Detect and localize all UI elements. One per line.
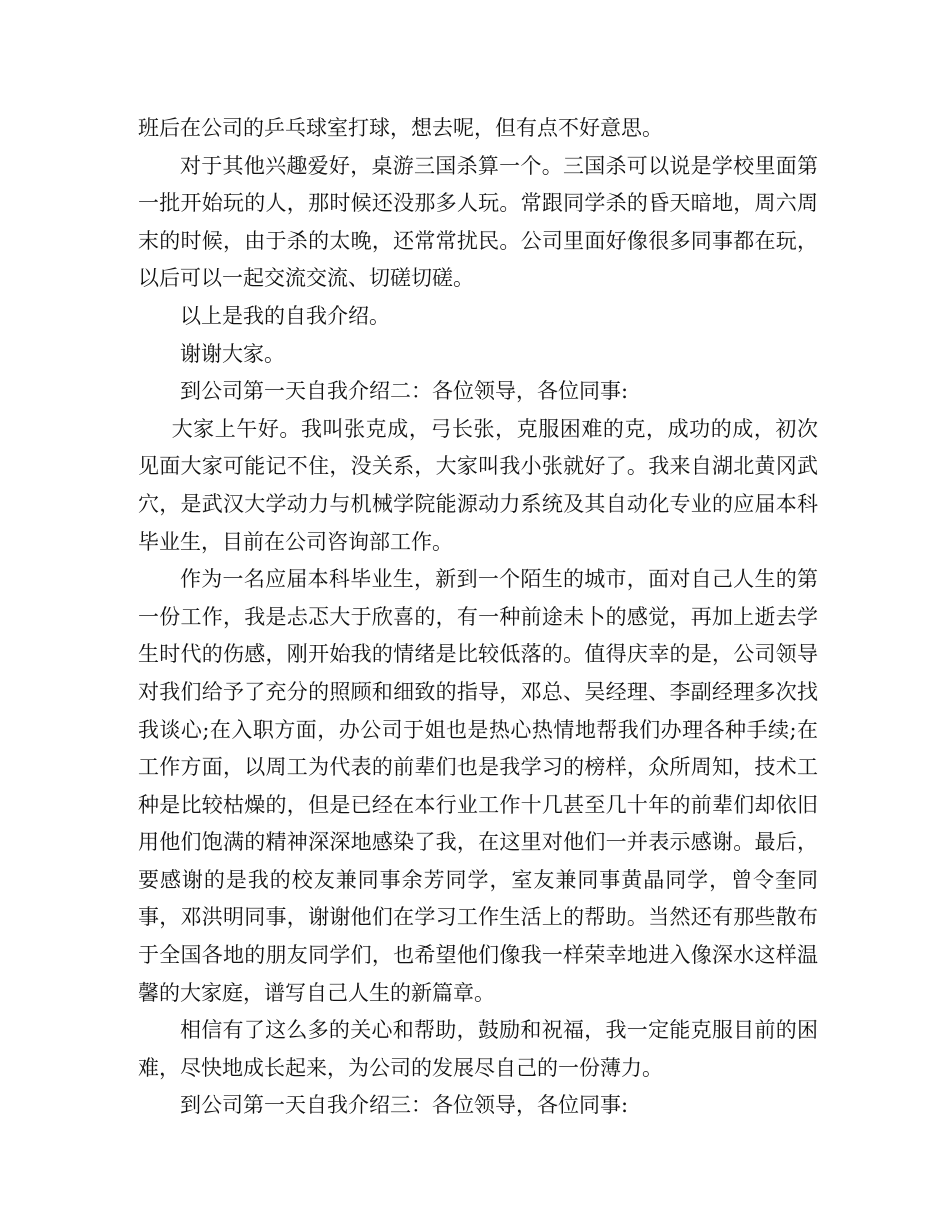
paragraph-thanks: 谢谢大家。	[180, 341, 285, 366]
section-heading-intro-two: 到公司第一天自我介绍二：各位领导，各位同事:	[180, 379, 629, 404]
paragraph-continuation: 班后在公司的乒乓球室打球，想去呢，但有点不好意思。	[138, 116, 663, 140]
paragraph-resolve: 相信有了这么多的关心和帮助，鼓励和祝福，我一定能克服目前的困难，尽快地成长起来，为公司的发展尽自己的一份薄力。	[138, 1018, 818, 1080]
paragraph-gratitude: 作为一名应届本科毕业生，新到一个陌生的城市，面对自己人生的第一份工作，我是忐忑大于欣喜的，有一种前途未卜的感觉，再加上逝去学生时代的伤感，刚开始我的情绪是比较低落的。值得庆幸的是，公司领导对我们给予了充分的照顾和细致的指导，邓总、吴经理、李副经理多次找我谈心;在入职方面，办公司于姐也是热心热情地帮我们办理各种手续;在工作方面，以周工为代表的前辈们也是我学习的榜样，众所周知，技术工种是比较枯燥的，但是已经在本行业工作十几甚至几十年的前辈们却依旧用他们饱满的精神深深地感染了我，在这里对他们一并表示感谢。最后，要感谢的是我的校友兼同事余芳同学，室友兼同事黄晶同学，曾令奎同事，邓洪明同事，谢谢他们在学习工作生活上的帮助。当然还有那些散布于全国各地的朋友同学们，也希望他们像我一样荣幸地进入像深水这样温馨的大家庭，谱写自己人生的新篇章。	[138, 567, 818, 1005]
document-body	[138, 110, 818, 1125]
section-heading-intro-three: 到公司第一天自我介绍三：各位领导，各位同事:	[180, 1093, 629, 1118]
paragraph-closing: 以上是我的自我介绍。	[180, 303, 390, 328]
paragraph-greeting: 大家上午好。我叫张克成，弓长张，克服困难的克，成功的成，初次见面大家可能记不住，没关系，大家叫我小张就好了。我来自湖北黄冈武穴，是武汉大学动力与机械学院能源动力系统及其自动化专业的应届本科毕业生，目前在公司咨询部工作。	[138, 416, 818, 554]
paragraph-hobbies: 对于其他兴趣爱好，桌游三国杀算一个。三国杀可以说是学校里面第一批开始玩的人，那时候还没那多人玩。常跟同学杀的昏天暗地，周六周末的时候，由于杀的太晚，还常常扰民。公司里面好像很多同事都在玩，以后可以一起交流交流、切磋切磋。	[138, 153, 818, 291]
